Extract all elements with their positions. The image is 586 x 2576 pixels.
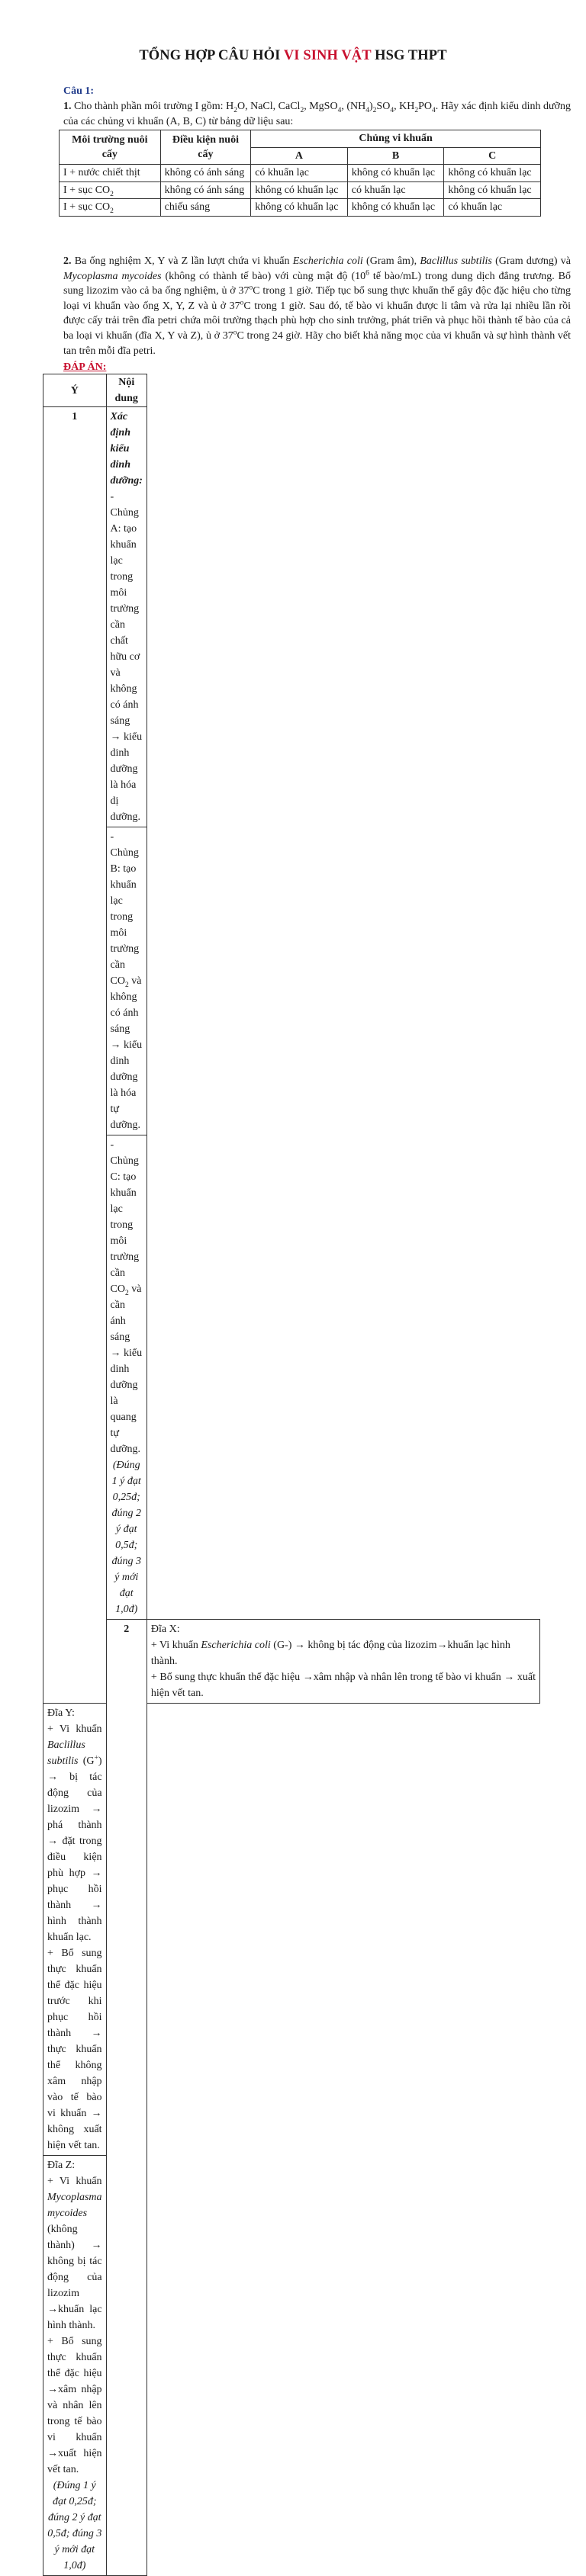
table-row — [60, 181, 541, 199]
question-part1 — [63, 99, 571, 129]
table-row — [43, 827, 540, 1135]
p2-text: Ba ống nghiệm X, Y và Z lần lượt chứa vi khuẩn — [71, 255, 293, 267]
cell-a: không có khuẩn lạc — [251, 181, 348, 199]
table-row — [43, 1620, 540, 1704]
dish-z-line1 — [47, 2173, 102, 2333]
dish-x-line1 — [151, 1637, 536, 1669]
p2-text: C trong 1 giờ. Tiếp tục bổ sung thực khuẩn thể gây độc đặc hiệu cho từng loại vi khuẩn vào ống X, Y, Z và ủ ở 37 — [63, 285, 571, 312]
answer-1-strain-a: - Chủng A: tạo khuẩn lạc trong môi trường cần chất hữu cơ và không có ánh sáng → kiểu dinh dưỡng là hóa dị dưỡng. — [110, 491, 143, 823]
row-number: 2 — [106, 1620, 146, 2576]
cell-medium: I + sục $CO_2$ — [60, 181, 161, 199]
answer-2-dish-y — [43, 1704, 107, 2156]
dish-y-line2: + Bổ sung thực khuẩn thể đặc hiệu trước khi phục hồi thành → thực khuẩn thể không xâm nhập vào tế bào vi khuẩn → không xuất hiện vết tan. — [47, 1948, 102, 2151]
cell-condition: không có ánh sáng — [160, 165, 251, 182]
text: ) → bị tác động của lizozim → phá thành → đặt trong điều kiện phù hợp → phục hồi thành → hình thành khuẩn lạc. — [47, 1755, 102, 1943]
cell-b: không có khuẩn lạc — [347, 199, 444, 217]
cell-c: có khuẩn lạc — [444, 199, 541, 217]
answer-1-strain-b: - Chủng B: tạo khuẩn lạc trong môi trường cần $CO_2$ và không có ánh sáng → kiểu dinh dưỡng là hóa tự dưỡng. — [106, 827, 146, 1135]
answer-label: ĐÁP ÁN: — [63, 361, 107, 373]
cell-condition: chiếu sáng — [160, 199, 251, 217]
text: - Chủng B: tạo khuẩn lạc trong môi trường cần CO — [110, 831, 140, 987]
p2-text: C trong 24 giờ. Hãy cho biết khả năng mọc của vi khuẩn và sự hình thành vết tan trên mỗi đĩa petri. — [63, 329, 571, 357]
table-row — [43, 1135, 540, 1620]
cell-a: không có khuẩn lạc — [251, 199, 348, 217]
scoring-note: (Đúng 1 ý đạt 0,25đ; đúng 2 ý đạt 0,5đ; đúng 3 ý mới đạt 1,0đ) — [47, 2480, 102, 2571]
cell-condition: không có ánh sáng — [160, 181, 251, 199]
header-a: A — [251, 147, 348, 165]
dish-y-label: Đĩa Y: — [47, 1707, 75, 1719]
text: (G-) → không bị tác động của lizozim→khuẩn lạc hình thành. — [150, 1640, 510, 1667]
dish-z-label: Đĩa Z: — [47, 2160, 76, 2171]
header-medium: Môi trường nuôi cấy — [60, 130, 161, 165]
header-strains: Chủng vi khuẩn — [251, 130, 541, 148]
table-row — [60, 165, 541, 182]
p2-text: C trong 1 giờ. Sau đó, tế bào vi khuẩn được li tâm và rửa lại nhiều lần rồi được cấy trải trên đĩa petri chứa môi trường thạch phù hợp cho sinh trưởng, phát triển và phục hồi thành tế bào của cả ba loại vi khuẩn (đĩa X, Y và Z), ủ ở 37 — [63, 300, 571, 342]
dish-x-line2: + Bổ sung thực khuẩn thể đặc hiệu →xâm nhập và nhân lên trong tế bào vi khuẩn → xuất hiện vết tan. — [150, 1672, 536, 1699]
cell-c: không có khuẩn lạc — [444, 165, 541, 182]
table-row — [43, 407, 540, 827]
chemical-formulas: $H_2O$, NaCl, CaCl$_2$, MgSO$_4$, $(NH_4)_2SO_4$, $KH_2PO_4$ — [226, 101, 436, 114]
text: + Vi khuẩn — [150, 1640, 201, 1651]
p2-text: (không có thành tế bào) với cùng mật độ (10 — [161, 270, 366, 282]
cell-medium: I + sục $CO_2$ — [60, 199, 161, 217]
text: + Vi khuẩn — [47, 1723, 102, 1735]
part1-text-a: Cho thành phần môi trường I gồm: — [71, 101, 227, 112]
part1-number: 1. — [63, 101, 72, 112]
question-part2: 2. Ba ống nghiệm X, Y và Z lần lượt chứa vi khuẩn Escherichia coli (Gram âm), Baclillus subtilis (Gram dương) và Mycoplasma mycoides (không có thành tế bào) với cùng mật độ ($10^6$ tế bào/mL) trong dung dịch đẳng trương. Bổ sung lizozim vào cả ba ống nghiệm, ủ ở 37$^o$C trong 1 giờ. Tiếp tục bổ sung thực khuẩn thể gây độc đặc hiệu cho từng loại vi khuẩn vào ống X, Y, Z và ủ ở 37$^o$C trong 1 giờ. Sau đó, tế bào vi khuẩn được li tâm và rửa lại nhiều lần rồi được cấy trải trên đĩa petri chứa môi trường thạch phù hợp cho sinh trưởng, phát triển và phục hồi thành tế bào của cả ba loại vi khuẩn (đĩa X, Y và Z), ủ ở 37$^o$C trong 24 giờ. Hãy cho biết khả năng mọc của vi khuẩn và sự hình thành vết tan trên mỗi đĩa petri. — [63, 255, 571, 357]
cell-b: có khuẩn lạc — [347, 181, 444, 199]
p2-text: (Gram dương) và — [491, 255, 571, 267]
species-name: Baclillus subtilis — [47, 1739, 85, 1767]
text: - Chủng C: tạo khuẩn lạc trong môi trường cần CO — [110, 1139, 140, 1295]
cell-c: không có khuẩn lạc — [444, 181, 541, 199]
row-number: 1 — [43, 407, 107, 1704]
scoring-note: (Đúng 1 ý đạt 0,25đ; đúng 2 ý đạt 0,5đ; đúng 3 ý mới đạt 1,0đ) — [111, 1460, 141, 1615]
species-name: Mycoplasma mycoides — [63, 270, 162, 282]
title-part2: HSG THPT — [371, 48, 447, 63]
answer-2-dish-x — [146, 1620, 539, 1704]
species-name: Escherichia coli — [292, 255, 363, 267]
cell-a: có khuẩn lạc — [251, 165, 348, 182]
header-y: Ý — [43, 374, 107, 407]
question-heading: Câu 1: — [63, 85, 95, 97]
species-name: Mycoplasma mycoides — [47, 2192, 102, 2219]
answer-1-strain-c: - Chủng C: tạo khuẩn lạc trong môi trường cần $CO_2$ và cần ánh sáng → kiểu dinh dưỡng là quang tự dưỡng. (Đúng 1 ý đạt 0,25đ; đúng 2 ý đạt 0,5đ; đúng 3 ý mới đạt 1,0đ) — [106, 1135, 146, 1620]
header-b: B — [347, 147, 444, 165]
header-c: C — [444, 147, 541, 165]
text: và không có ánh sáng → kiểu dinh dưỡng là hóa tự dưỡng. — [110, 975, 143, 1131]
header-content: Nội dung — [106, 374, 146, 407]
text: và cần ánh sáng → kiểu dinh dưỡng là quang tự dưỡng. — [110, 1283, 143, 1455]
answer-2-dish-z — [43, 2156, 107, 2576]
answer-1a — [106, 407, 146, 827]
header-condition: Điều kiện nuôi cấy — [160, 130, 251, 165]
dish-z-line2: + Bổ sung thực khuẩn thể đặc hiệu →xâm nhập và nhân lên trong tế bào vi khuẩn →xuất hiện vết tan. — [47, 2336, 102, 2475]
cell-b: không có khuẩn lạc — [347, 165, 444, 182]
part1-text-b: . Hãy xác định kiểu dinh dưỡng của các chủng vi khuẩn (A, B, C) từ bảng dữ liệu sau: — [63, 101, 571, 127]
p2-text: (Gram âm), — [362, 255, 420, 267]
answer-1-heading: Xác định kiểu dinh dưỡng: — [110, 411, 143, 487]
cell-medium: I + nước chiết thịt — [60, 165, 161, 182]
text: (không thành) → không bị tác động của lizozim →khuẩn lạc hình thành. — [47, 2224, 102, 2331]
title-highlight: VI SINH VẬT — [283, 48, 372, 63]
page-title — [0, 48, 586, 64]
dish-x-label: Đĩa X: — [150, 1624, 180, 1635]
culture-table — [59, 130, 541, 217]
medium-text: I + sục CO — [63, 201, 111, 213]
part2-number: 2. — [63, 255, 72, 267]
text: (G — [78, 1755, 95, 1767]
medium-text: I + sục CO — [63, 184, 111, 196]
text: + Vi khuẩn — [47, 2176, 102, 2187]
dish-y-line1: + Vi khuẩn Baclillus subtilis (G+) → bị tác động của lizozim → phá thành → đặt trong điều kiện phù hợp → phục hồi thành → hình thành khuẩn lạc. — [47, 1723, 102, 1943]
p2-text: tế bào/mL) trong dung dịch đẳng trương. Bổ sung lizozim vào cả ba ống nghiệm, ủ ở 37 — [63, 270, 571, 297]
table-row — [60, 199, 541, 217]
species-name: Escherichia coli — [201, 1640, 271, 1651]
title-part1: TỔNG HỢP CÂU HỎI — [139, 48, 284, 63]
answer-table — [43, 374, 540, 2576]
species-name: Baclillus subtilis — [420, 255, 492, 267]
